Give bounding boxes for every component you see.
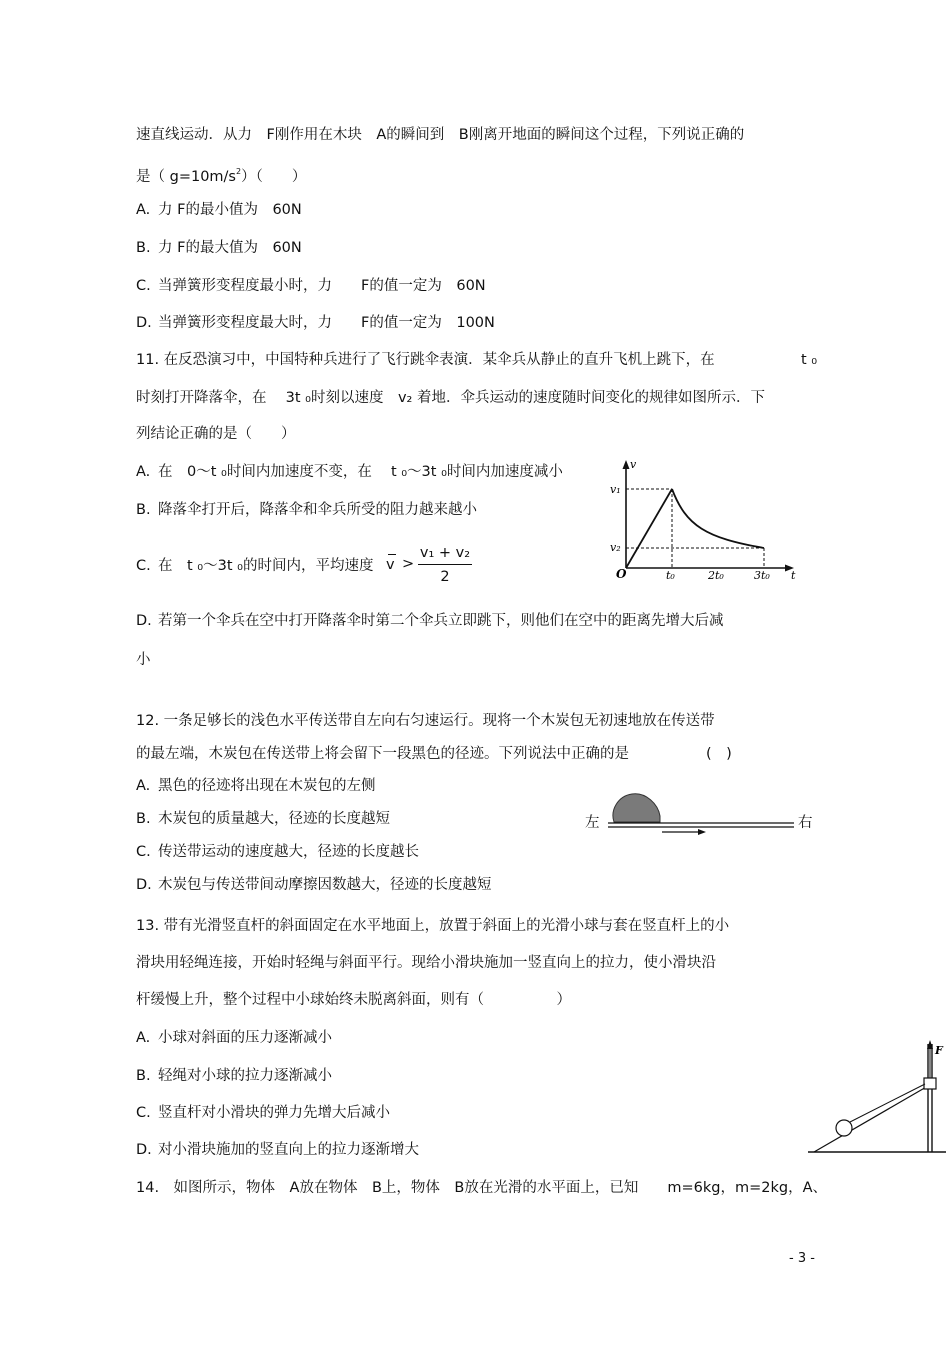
q10-option-b: B. 力 F的最大值为 60N (136, 240, 302, 256)
t-axis-label: t (791, 569, 796, 582)
light-rope (850, 1084, 925, 1122)
q13-line-1: 13. 带有光滑竖直杆的斜面固定在水平地面上，放置于斜面上的光滑小球与套在竖直杆上的小 (136, 918, 730, 934)
fraction-numerator: v₁ + v₂ (418, 544, 472, 565)
charcoal-bag-shape (613, 794, 660, 822)
v2-label: v₂ (610, 541, 621, 554)
smooth-ball (836, 1120, 852, 1136)
q11-line-3: 列结论正确的是（ ） (136, 426, 296, 442)
fraction-v1-plus-v2-over-2 (418, 544, 472, 586)
q11-line-1: 11. 在反恐演习中，中国特种兵进行了飞行跳伞表演．某伞兵从静止的直升飞机上跳下，在 (136, 352, 715, 368)
q13-line-2: 滑块用轻绳连接，开始时轻绳与斜面平行。现给小滑块施加一竖直向上的拉力，使小滑块沿 (136, 955, 716, 971)
slider-block (924, 1078, 936, 1089)
q13-option-a: A. 小球对斜面的压力逐渐减小 (136, 1030, 332, 1046)
q11-line-1-tail: t ₀ (801, 352, 818, 368)
q12-option-a: A. 黑色的径迹将出现在木炭包的左侧 (136, 778, 376, 794)
q13-option-b: B. 轻绳对小球的拉力逐渐减小 (136, 1068, 332, 1084)
q12-option-b: B. 木炭包的质量越大，径迹的长度越短 (136, 811, 390, 827)
incline-rod-figure (804, 1034, 948, 1158)
t0-tick-label: t₀ (666, 569, 675, 582)
fraction-denominator: 2 (440, 569, 450, 585)
deceleration-curve (672, 489, 764, 548)
greater-than-sign: > (402, 556, 415, 572)
conveyor-left-label: 左 (585, 815, 600, 831)
v-axis-arrow-icon (623, 460, 630, 469)
conveyor-right-label: 右 (798, 815, 813, 831)
2t0-tick-label: 2t₀ (708, 569, 724, 582)
q14-line-1: 14. 如图所示，物体 A放在物体 B上，物体 B放在光滑的水平面上，已知 m=6kg，m=2kg，A、 (136, 1180, 827, 1196)
q12-option-d: D. 木炭包与传送带间动摩擦因数越大，径迹的长度越短 (136, 877, 492, 893)
3t0-tick-label: 3t₀ (754, 569, 770, 582)
q12-line-2: 的最左端，木炭包在传送带上将会留下一段黑色的径迹。下列说法中正确的是 (136, 746, 629, 762)
q11-option-d: D. 若第一个伞兵在空中打开降落伞时第二个伞兵立即跳下，则他们在空中的距离先增大后减 (136, 613, 724, 629)
v-axis-label: v (630, 458, 637, 471)
velocity-time-graph (606, 456, 798, 582)
q11-option-c: C. 在 t ₀～3t ₀的时间内，平均速度 (136, 558, 374, 574)
right-arrow-icon (698, 829, 706, 835)
origin-label: O (616, 567, 627, 581)
incline-surface (814, 1086, 928, 1152)
q12-answer-bracket: ( ) (706, 746, 732, 762)
q10-option-c: C. 当弹簧形变程度最小时，力 F的值一定为 60N (136, 278, 486, 294)
q10-option-a: A. 力 F的最小值为 60N (136, 202, 302, 218)
q13-option-d: D. 对小滑块施加的竖直向上的拉力逐渐增大 (136, 1142, 419, 1158)
q11-line-2: 时刻打开降落伞，在 3t ₀时刻以速度 v₂ 着地．伞兵运动的速度随时间变化的规律如图所示．下 (136, 390, 765, 406)
q11-option-d-continued: 小 (136, 652, 151, 668)
force-label: F (935, 1044, 943, 1057)
v1-label: v₁ (610, 483, 621, 496)
acceleration-segment (626, 489, 672, 568)
q10-option-d: D. 当弹簧形变程度最大时，力 F的值一定为 100N (136, 315, 495, 331)
q13-option-c: C. 竖直杆对小滑块的弹力先增大后减小 (136, 1105, 390, 1121)
q10-line-1: 速直线运动．从力 F刚作用在木块 A的瞬间到 B刚离开地面的瞬间这个过程，下列说正确的 (136, 127, 745, 143)
q11-option-a: A. 在 0～t ₀时间内加速度不变，在 t ₀～3t ₀时间内加速度减小 (136, 464, 563, 480)
page-number: - 3 - (789, 1251, 815, 1266)
q12-line-1: 12. 一条足够长的浅色水平传送带自左向右匀速运行。现将一个木炭包无初速地放在传送带 (136, 713, 715, 729)
q11-option-b: B. 降落伞打开后，降落伞和伞兵所受的阻力越来越小 (136, 502, 477, 518)
q12-option-c: C. 传送带运动的速度越大，径迹的长度越长 (136, 844, 419, 860)
average-velocity-symbol: v (386, 554, 396, 573)
q10-line-2: 是（ $g=10m/s^2$）（ ） (136, 167, 307, 185)
conveyor-belt-figure (606, 790, 796, 838)
q13-line-3: 杆缓慢上升，整个过程中小球始终未脱离斜面，则有（ ） (136, 992, 571, 1008)
